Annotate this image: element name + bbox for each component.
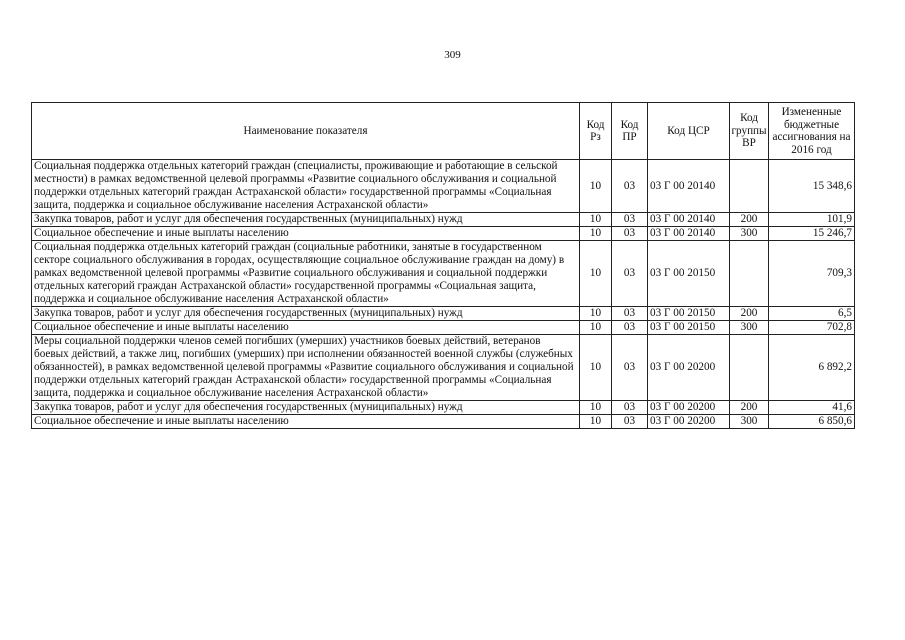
table-row: [32, 401, 855, 415]
table-row: [32, 213, 855, 227]
table-row: [32, 321, 855, 335]
row-amount: 15 348,6: [769, 160, 855, 213]
row-name: Закупка товаров, работ и услуг для обеспечения государственных (муниципальных) нужд: [32, 307, 580, 321]
budget-table: [31, 102, 855, 429]
row-csr: 03 Г 00 20200: [648, 335, 730, 401]
row-vr: 300: [730, 415, 769, 429]
row-vr: 300: [730, 227, 769, 241]
table-body: [32, 160, 855, 429]
row-pr: 03: [612, 160, 648, 213]
table-row: [32, 227, 855, 241]
header-vr: Код группы ВР: [730, 103, 769, 160]
row-pr: 03: [612, 307, 648, 321]
row-amount: 709,3: [769, 241, 855, 307]
row-pr: 03: [612, 335, 648, 401]
table-row: [32, 415, 855, 429]
row-rz: 10: [580, 321, 612, 335]
row-name: Социальное обеспечение и иные выплаты населению: [32, 415, 580, 429]
table-row: [32, 307, 855, 321]
header-name: Наименование показателя: [32, 103, 580, 160]
row-vr: 300: [730, 321, 769, 335]
row-amount: 702,8: [769, 321, 855, 335]
header-amount: Измененные бюджетные ассигнования на 2016 год: [769, 103, 855, 160]
row-rz: 10: [580, 415, 612, 429]
row-pr: 03: [612, 213, 648, 227]
header-pr: Код ПР: [612, 103, 648, 160]
row-name: Социальное обеспечение и иные выплаты населению: [32, 227, 580, 241]
row-vr: 200: [730, 401, 769, 415]
row-name: Закупка товаров, работ и услуг для обеспечения государственных (муниципальных) нужд: [32, 401, 580, 415]
row-name: Социальная поддержка отдельных категорий граждан (специалисты, проживающие и работающие в сельской местности) в рамках ведомственной целевой программы «Развитие социального обслуживания и социальной поддержки отдельных категорий граждан Астраханской области» государственной программы «Социальная защита, поддержка и социальное обслуживание населения Астраханской области»: [32, 160, 580, 213]
row-rz: 10: [580, 335, 612, 401]
header-rz: Код Рз: [580, 103, 612, 160]
row-amount: 6 850,6: [769, 415, 855, 429]
row-name: Социальное обеспечение и иные выплаты населению: [32, 321, 580, 335]
table-header: [32, 103, 855, 160]
row-name: Закупка товаров, работ и услуг для обеспечения государственных (муниципальных) нужд: [32, 213, 580, 227]
row-csr: 03 Г 00 20140: [648, 227, 730, 241]
page-number: 309: [444, 49, 461, 61]
row-pr: 03: [612, 415, 648, 429]
header-row: [32, 103, 855, 160]
row-csr: 03 Г 00 20200: [648, 401, 730, 415]
row-amount: 6 892,2: [769, 335, 855, 401]
row-pr: 03: [612, 241, 648, 307]
row-amount: 15 246,7: [769, 227, 855, 241]
row-vr: [730, 241, 769, 307]
row-rz: 10: [580, 213, 612, 227]
row-vr: 200: [730, 213, 769, 227]
row-rz: 10: [580, 227, 612, 241]
row-rz: 10: [580, 241, 612, 307]
row-csr: 03 Г 00 20140: [648, 213, 730, 227]
row-pr: 03: [612, 227, 648, 241]
row-vr: 200: [730, 307, 769, 321]
row-amount: 6,5: [769, 307, 855, 321]
row-vr: [730, 160, 769, 213]
row-csr: 03 Г 00 20200: [648, 415, 730, 429]
row-rz: 10: [580, 160, 612, 213]
row-name: Социальная поддержка отдельных категорий граждан (социальные работники, занятые в государственном секторе социального обслуживания в городах, осуществляющие социальное обслуживание граждан на дому) в рамках ведомственной целевой программы «Развитие социального обслуживания и социальной поддержки отдельных категорий граждан Астраханской области» государственной программы «Социальная защита, поддержка и социальное обслуживание населения Астраханской области»: [32, 241, 580, 307]
table-row: [32, 241, 855, 307]
row-vr: [730, 335, 769, 401]
row-pr: 03: [612, 401, 648, 415]
row-csr: 03 Г 00 20150: [648, 307, 730, 321]
row-amount: 41,6: [769, 401, 855, 415]
row-pr: 03: [612, 321, 648, 335]
header-csr: Код ЦСР: [648, 103, 730, 160]
row-csr: 03 Г 00 20150: [648, 241, 730, 307]
row-rz: 10: [580, 307, 612, 321]
row-name: Меры социальной поддержки членов семей погибших (умерших) участников боевых действий, ветеранов боевых действий, а также лиц, погибших (умерших) при исполнении обязанностей военной службы (служебных обязанностей), в рамках ведомственной целевой программы «Развитие социального обслуживания и социальной поддержки отдельных категорий граждан Астраханской области» государственной программы «Социальная защита, поддержка и социальное обслуживание населения Астраханской области»: [32, 335, 580, 401]
table-row: [32, 160, 855, 213]
row-rz: 10: [580, 401, 612, 415]
row-amount: 101,9: [769, 213, 855, 227]
row-csr: 03 Г 00 20150: [648, 321, 730, 335]
table-row: [32, 335, 855, 401]
row-csr: 03 Г 00 20140: [648, 160, 730, 213]
